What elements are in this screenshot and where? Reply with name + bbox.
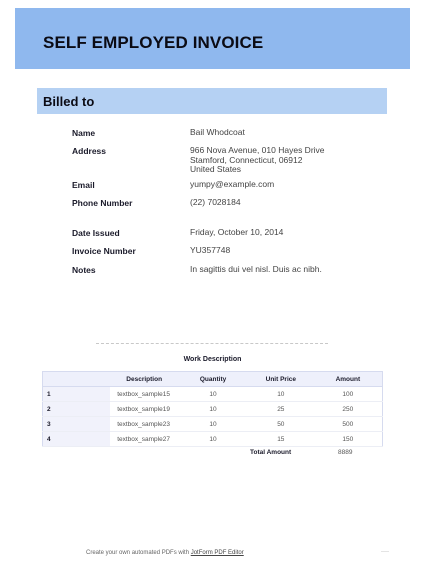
- address-line1: 966 Nova Avenue, 010 Hayes Drive: [190, 145, 325, 155]
- col-header-description: Description: [110, 372, 178, 387]
- row-description: textbox_sample23: [110, 417, 178, 432]
- table-row: [43, 417, 383, 432]
- row-index: 3: [43, 417, 111, 432]
- work-table: [42, 371, 383, 447]
- row-unit-price: 10: [248, 387, 314, 402]
- address-line3: United States: [190, 164, 242, 174]
- col-header-index: [43, 372, 111, 387]
- row-index: 1: [43, 387, 111, 402]
- address-line2: Stamford, Connecticut, 06912: [190, 154, 303, 165]
- date-value: Friday, October 10, 2014: [190, 227, 284, 237]
- name-value: Bail Whodcoat: [190, 127, 245, 137]
- col-header-unit-price: Unit Price: [248, 372, 314, 387]
- row-description: textbox_sample27: [110, 432, 178, 447]
- row-description: textbox_sample15: [110, 387, 178, 402]
- work-description-title: Work Description: [183, 356, 242, 363]
- row-quantity: 10: [178, 387, 248, 402]
- row-unit-price: 50: [248, 417, 314, 432]
- footer-note: [86, 550, 244, 556]
- table-row: [43, 402, 383, 417]
- total-amount-label: Total Amount: [250, 449, 292, 456]
- row-amount: 100: [314, 387, 383, 402]
- row-quantity: 10: [178, 432, 248, 447]
- footer-dots: ----: [381, 549, 389, 555]
- row-amount: 150: [314, 432, 383, 447]
- phone-value: (22) 7028184: [190, 197, 241, 207]
- row-index: 4: [43, 432, 111, 447]
- section-title: Billed to: [43, 94, 95, 109]
- row-unit-price: 15: [248, 432, 314, 447]
- address-value: [190, 146, 325, 175]
- name-label: Name: [72, 128, 96, 138]
- jotform-pdf-editor-link[interactable]: JotForm PDF Editor: [190, 550, 244, 556]
- section-divider: [96, 343, 328, 344]
- billed-to-band: [37, 88, 387, 114]
- col-header-amount: Amount: [314, 372, 383, 387]
- col-header-quantity: Quantity: [178, 372, 248, 387]
- total-amount-value: 8889: [338, 449, 353, 456]
- table-row: [43, 387, 383, 402]
- row-quantity: 10: [178, 417, 248, 432]
- notes-value: In sagittis dui vel nisl. Duis ac nibh.: [190, 264, 322, 274]
- invoice-number-value: YU357748: [190, 245, 231, 255]
- email-label: Email: [72, 180, 95, 190]
- page-title: SELF EMPLOYED INVOICE: [43, 33, 264, 52]
- invoice-number-label: Invoice Number: [72, 246, 136, 256]
- row-amount: 500: [314, 417, 383, 432]
- address-label: Address: [72, 146, 107, 156]
- table-row: [43, 432, 383, 447]
- row-description: textbox_sample19: [110, 402, 178, 417]
- row-unit-price: 25: [248, 402, 314, 417]
- row-quantity: 10: [178, 402, 248, 417]
- table-header-row: [43, 372, 383, 387]
- row-amount: 250: [314, 402, 383, 417]
- phone-label: Phone Number: [72, 198, 133, 208]
- date-label: Date Issued: [72, 228, 120, 238]
- email-value: yumpy@example.com: [190, 179, 275, 189]
- notes-label: Notes: [72, 265, 96, 275]
- header-band: [15, 8, 410, 69]
- footer-text: Create your own automated PDFs with: [86, 550, 191, 556]
- row-index: 2: [43, 402, 111, 417]
